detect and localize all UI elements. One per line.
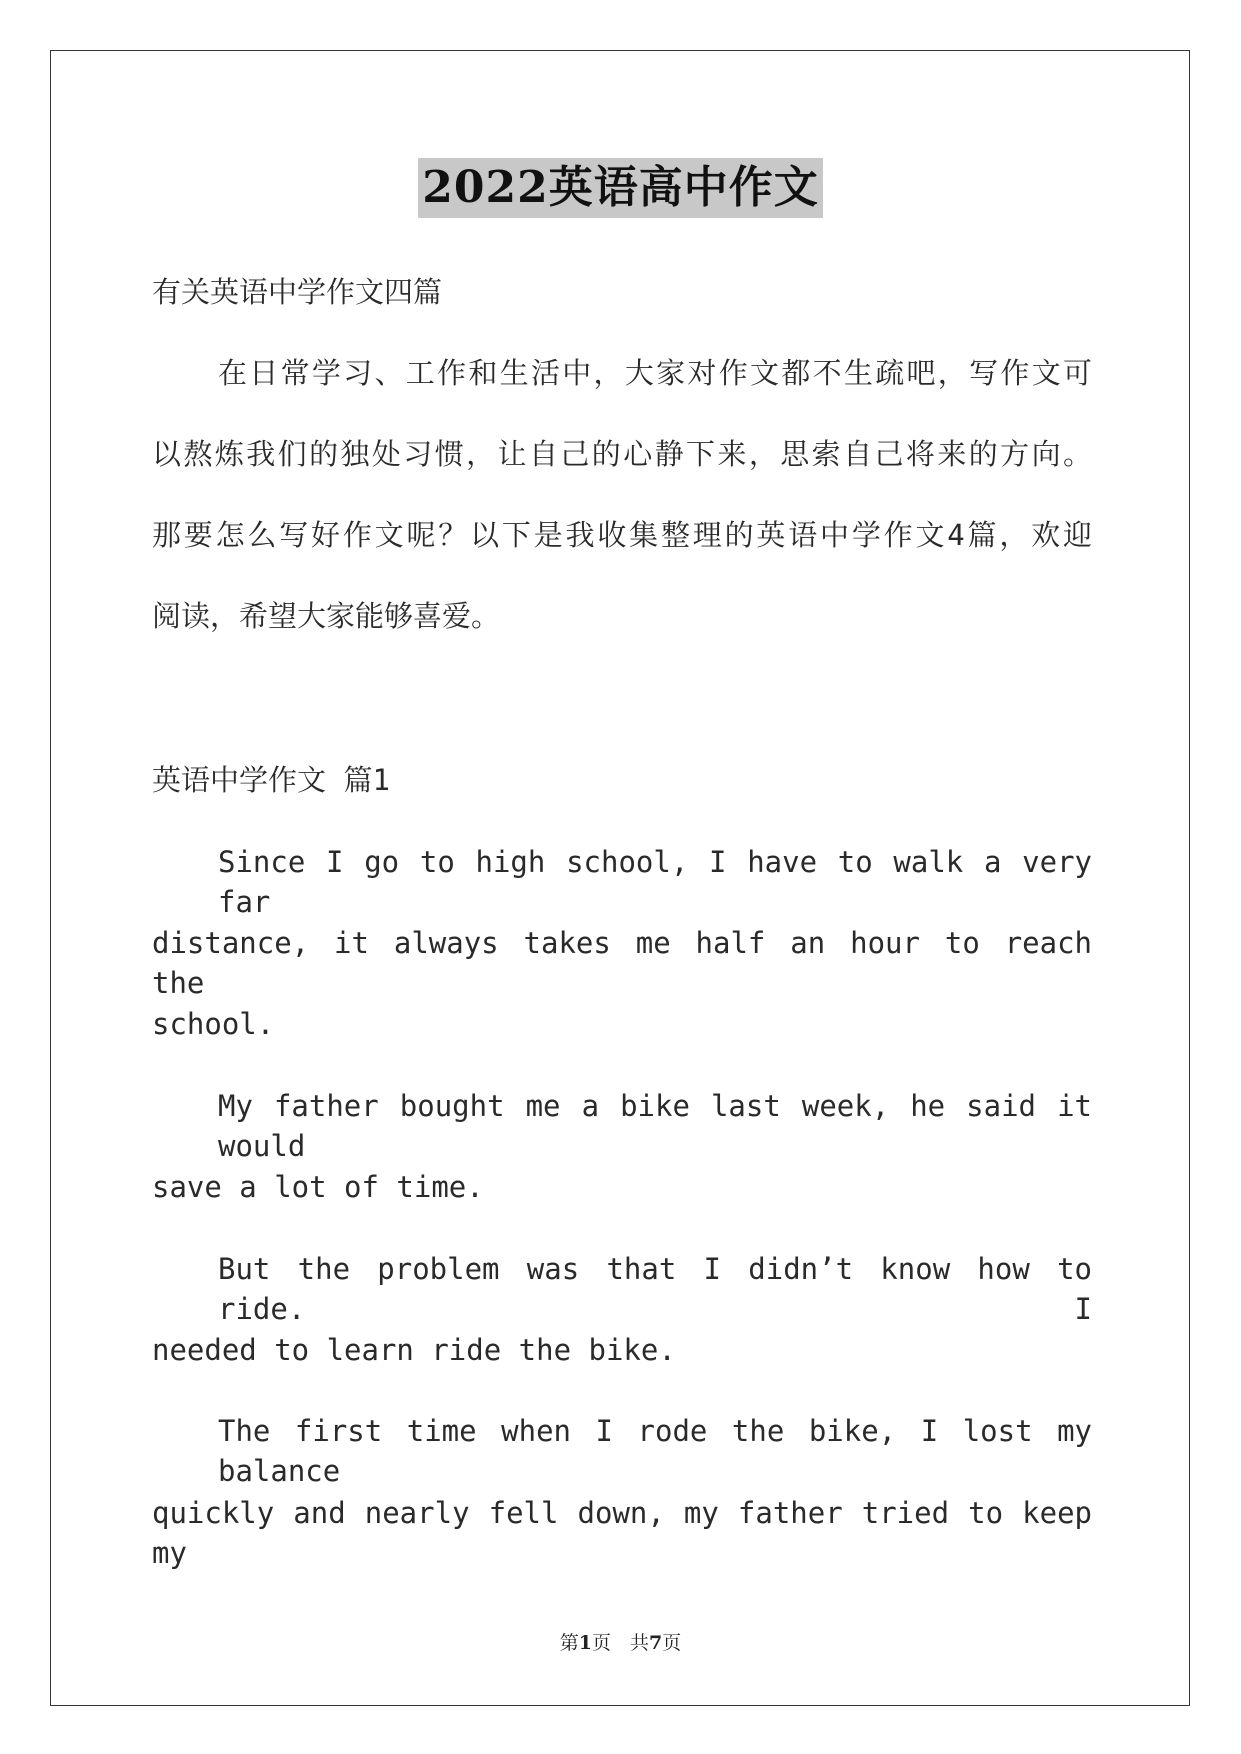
footer-middle: 页 共: [591, 1632, 649, 1654]
page-footer: [0, 1628, 1241, 1655]
intro-line: 阅读，希望大家能够喜爱。: [152, 599, 501, 633]
document-subtitle: 有关英语中学作文四篇: [152, 275, 443, 309]
essay-line: save a lot of time.: [152, 1170, 484, 1204]
document-title: 2022英语高中作文: [418, 158, 822, 218]
footer-suffix: 页: [662, 1632, 682, 1654]
title-container: [0, 158, 1241, 218]
intro-line: 以熬炼我们的独处习惯，让自己的心静下来，思索自己将来的方向。: [152, 437, 1092, 471]
essay-line: But the problem was that I didn’t know how to ride. I: [218, 1252, 1092, 1326]
total-pages-number: 7: [649, 1632, 663, 1654]
intro-line: 在日常学习、工作和生活中，大家对作文都不生疏吧，写作文可: [218, 356, 1092, 390]
section-heading: 英语中学作文 篇1: [152, 763, 390, 797]
intro-line: 那要怎么写好作文呢？以下是我收集整理的英语中学作文4篇，欢迎: [152, 518, 1092, 552]
essay-line: distance, it always takes me half an hour to reach the: [152, 926, 1092, 1000]
essay-line: school.: [152, 1007, 275, 1041]
essay-line: needed to learn ride the bike.: [152, 1333, 676, 1367]
current-page-number: 1: [578, 1632, 592, 1654]
essay-line: My father bought me a bike last week, he said it would: [218, 1089, 1092, 1163]
footer-prefix: 第: [559, 1632, 579, 1654]
essay-line: The first time when I rode the bike, I lost my balance: [218, 1414, 1092, 1488]
essay-line: quickly and nearly fell down, my father tried to keep my: [152, 1496, 1092, 1570]
essay-line: Since I go to high school, I have to walk a very far: [218, 845, 1092, 919]
